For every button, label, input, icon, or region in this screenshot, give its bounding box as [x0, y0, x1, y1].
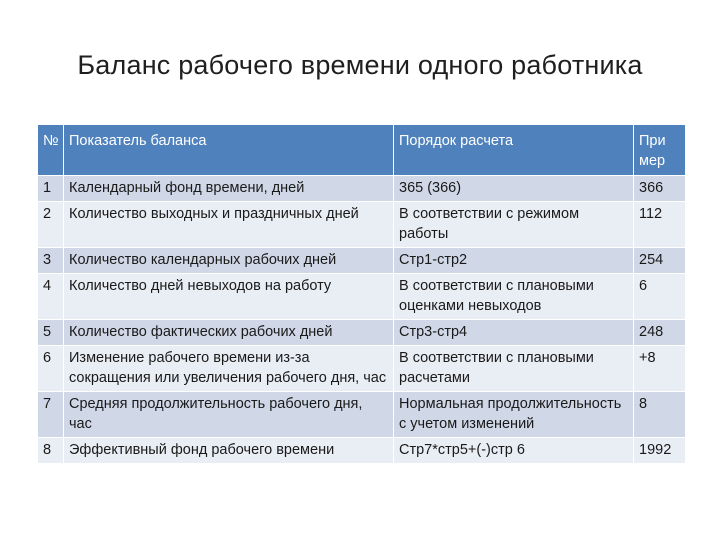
balance-table-container: [37, 124, 685, 464]
row-number: 1: [38, 176, 64, 202]
row-indicator: Количество фактических рабочих дней: [64, 320, 394, 346]
row-number: 8: [38, 438, 64, 464]
row-example: 254: [634, 248, 686, 274]
row-calculation: В соответствии с плановыми расчетами: [394, 346, 634, 392]
row-example: 1992: [634, 438, 686, 464]
table-row: [38, 346, 686, 392]
row-number: 6: [38, 346, 64, 392]
row-indicator: Количество выходных и праздничных дней: [64, 202, 394, 248]
balance-table: [37, 124, 686, 464]
row-example: 112: [634, 202, 686, 248]
table-header: [38, 125, 686, 176]
row-example: 248: [634, 320, 686, 346]
row-calculation: В соответствии с плановыми оценками невыходов: [394, 274, 634, 320]
row-number: 5: [38, 320, 64, 346]
row-calculation: Стр3-стр4: [394, 320, 634, 346]
table-row: [38, 274, 686, 320]
row-number: 4: [38, 274, 64, 320]
row-calculation: Стр7*стр5+(-)стр 6: [394, 438, 634, 464]
row-number: 7: [38, 392, 64, 438]
row-example: 8: [634, 392, 686, 438]
row-indicator: Средняя продолжительность рабочего дня, час: [64, 392, 394, 438]
table-header-row: [38, 125, 686, 176]
table-row: [38, 320, 686, 346]
row-calculation: Стр1-стр2: [394, 248, 634, 274]
table-row: [38, 438, 686, 464]
header-indicator: Показатель баланса: [64, 125, 394, 176]
row-indicator: Изменение рабочего времени из-за сокращения или увеличения рабочего дня, час: [64, 346, 394, 392]
table-row: [38, 392, 686, 438]
row-calculation: В соответствии с режимом работы: [394, 202, 634, 248]
page-title: Баланс рабочего времени одного работника: [77, 50, 643, 80]
row-indicator: Календарный фонд времени, дней: [64, 176, 394, 202]
row-example: 366: [634, 176, 686, 202]
table-row: [38, 202, 686, 248]
header-calculation: Порядок расчета: [394, 125, 634, 176]
row-indicator: Количество дней невыходов на работу: [64, 274, 394, 320]
row-example: 6: [634, 274, 686, 320]
table-row: [38, 176, 686, 202]
row-calculation: Нормальная продолжительность с учетом изменений: [394, 392, 634, 438]
row-indicator: Количество календарных рабочих дней: [64, 248, 394, 274]
header-number: №: [38, 125, 64, 176]
row-indicator: Эффективный фонд рабочего времени: [64, 438, 394, 464]
row-number: 2: [38, 202, 64, 248]
row-number: 3: [38, 248, 64, 274]
table-body: [38, 176, 686, 464]
table-row: [38, 248, 686, 274]
row-example: +8: [634, 346, 686, 392]
row-calculation: 365 (366): [394, 176, 634, 202]
header-example: При мер: [634, 125, 686, 176]
